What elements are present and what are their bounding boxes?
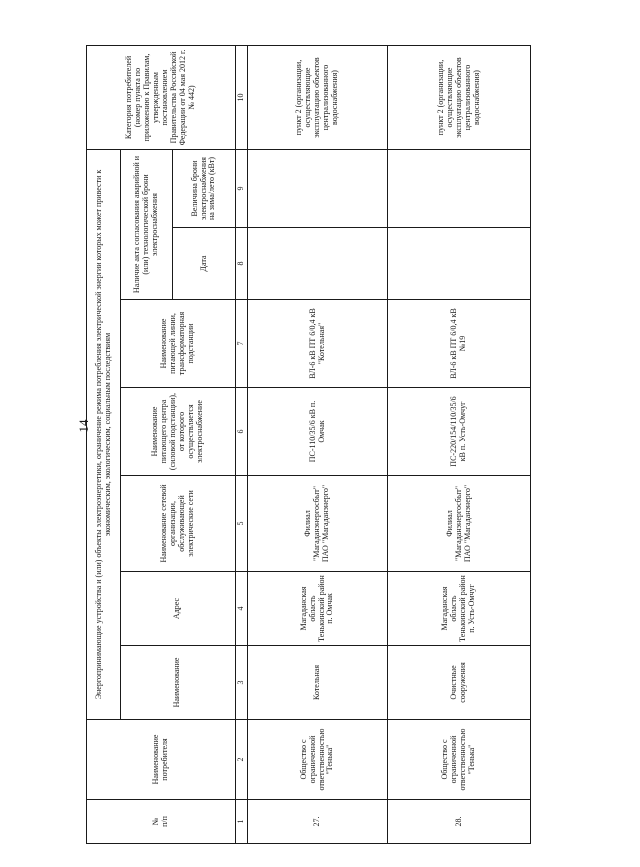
cell-reserve xyxy=(247,150,388,228)
table-row xyxy=(247,46,388,844)
index-row xyxy=(235,46,247,844)
index-cell: 3 xyxy=(235,646,247,720)
header-reserve: Величина брони электроснабжения на зима/лето (кВт) xyxy=(173,150,235,228)
cell-network: Филиал "Магаданэнергосбыт" ПАО "Магаданэнерго" xyxy=(388,476,531,572)
cell-center: ПС-110/35/6 кВ п. Омчак xyxy=(247,388,388,476)
cell-address: Магаданская область Тенькинский район п. Усть-Омчуг xyxy=(388,572,531,646)
cell-line: ВЛ-6 кВ ПТ 6/0,4 кВ №19 xyxy=(388,300,531,388)
index-cell: 10 xyxy=(235,46,247,150)
index-cell: 2 xyxy=(235,720,247,800)
index-cell: 5 xyxy=(235,476,247,572)
page-number: 14 xyxy=(76,419,91,433)
cell-category: пункт 2 (организации, осуществляющие эксплуатацию объектов централизованного водоснабжения) xyxy=(247,46,388,150)
header-num: № п/п xyxy=(87,800,236,844)
cell-date xyxy=(247,228,388,300)
index-cell: 4 xyxy=(235,572,247,646)
rotated-table-container xyxy=(86,46,531,844)
cell-center: ПС-220/154/110/35/6 кВ п. Усть-Омчуг xyxy=(388,388,531,476)
header-date: Дата xyxy=(173,228,235,300)
header-center: Наименование питающего центра (силовой подстанции), от которого осуществляется электроснабжение xyxy=(121,388,236,476)
cell-consumer: Общество с ограниченной ответственностью "Тенька" xyxy=(388,720,531,800)
index-cell: 9 xyxy=(235,150,247,228)
energy-consumers-table xyxy=(86,45,531,844)
index-cell: 7 xyxy=(235,300,247,388)
header-address: Адрес xyxy=(121,572,236,646)
header-consumer: Наименование потребителя xyxy=(87,720,236,800)
header-line: Наименование питающей линии, трансформаторная подстанции xyxy=(121,300,236,388)
cell-network: Филиал "Магаданэнергосбыт" ПАО "Магаданэнерго" xyxy=(247,476,388,572)
index-cell: 8 xyxy=(235,228,247,300)
cell-consumer: Общество с ограниченной ответственностью "Тенька" xyxy=(247,720,388,800)
header-row-1 xyxy=(87,46,121,844)
cell-name: Очистные сооружения xyxy=(388,646,531,720)
header-network: Наименование сетевой организации, обслуживающей электрические сети xyxy=(121,476,236,572)
cell-name: Котельная xyxy=(247,646,388,720)
index-cell: 6 xyxy=(235,388,247,476)
header-name: Наименование xyxy=(121,646,236,720)
cell-num: 28. xyxy=(388,800,531,844)
cell-line: ВЛ-6 кВ ПТ 6/0,4 кВ "Котельная" xyxy=(247,300,388,388)
header-power-group: Энергопринимающие устройства и (или) объекты электроэнергетики, ограничение режима потребления электрической энергии которых может привести к экономическим, экологическим, социальным последствиям xyxy=(87,150,121,720)
cell-date xyxy=(388,228,531,300)
cell-num: 27. xyxy=(247,800,388,844)
cell-category: пункт 2 (организации, осуществляющие эксплуатацию объектов централизованного водоснабжения) xyxy=(388,46,531,150)
table-sheet xyxy=(86,46,531,844)
table-row xyxy=(388,46,531,844)
cell-address: Магаданская область Тенькинский район п. Омчак xyxy=(247,572,388,646)
cell-reserve xyxy=(388,150,531,228)
header-act-group: Наличие акта согласования аварийной и (или) технологической брони электроснабжения xyxy=(121,150,173,300)
index-cell: 1 xyxy=(235,800,247,844)
header-category: Категория потребителей (номер пункта по приложению к Правилам, утвержденным постановлением Правительства Российской Федерации от 04 мая 2012 г. № 442) xyxy=(87,46,236,150)
